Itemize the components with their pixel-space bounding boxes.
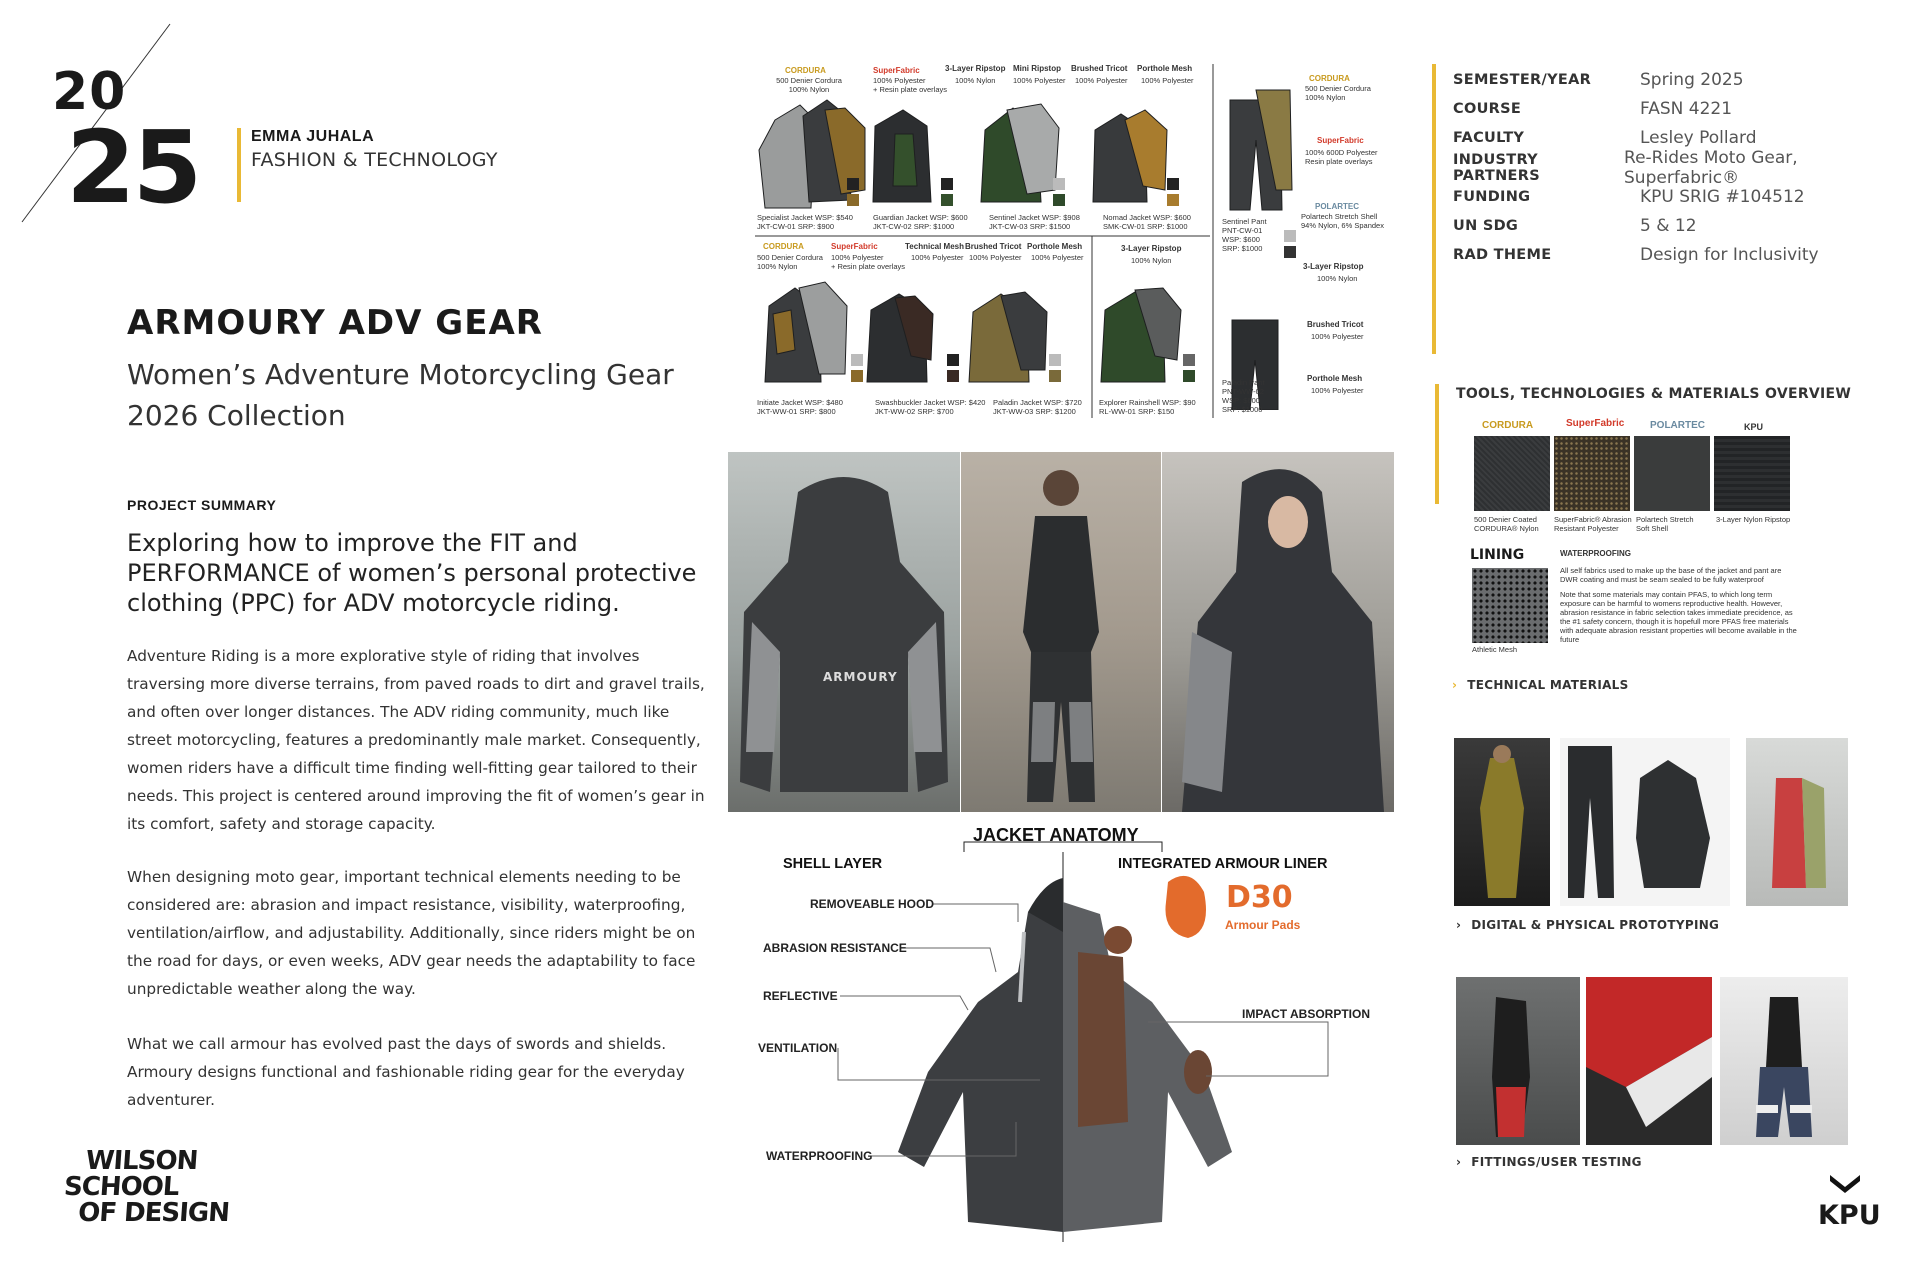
collection-lineup (755, 60, 1415, 420)
info-key: FACULTY (1453, 130, 1525, 147)
fitting-photo-1 (1456, 977, 1580, 1145)
info-value: 5 & 12 (1640, 216, 1697, 237)
lineup-fabric-desc: 100% Polyester (911, 253, 964, 262)
pant-fabric: CORDURA (1309, 74, 1350, 83)
lining-label: Athletic Mesh (1472, 645, 1518, 654)
lineup-fabric-desc: 100% Polyester + Resin plate overlays (831, 253, 905, 271)
anatomy-diagram (728, 822, 1398, 1252)
kpu-logo (1818, 1173, 1881, 1231)
lineup-fabric: CORDURA (763, 242, 804, 251)
lineup-fabric: Mini Ripstop (1013, 64, 1061, 73)
photo-back-view (728, 452, 960, 812)
chevron-right-icon: › (1456, 1155, 1462, 1169)
swatch-label: Polartech Stretch Soft Shell (1636, 515, 1694, 533)
brand-polartec: POLARTEC (1650, 420, 1705, 431)
swatch-label: 500 Denier Coated CORDURA® Nylon (1474, 515, 1539, 533)
swatch-polartec (1634, 436, 1710, 511)
pant-fabric-desc: 100% Polyester (1311, 386, 1364, 395)
pant-item: Sentinel Pant PNT-CW-01 WSP: $600 SRP: $1000 (1222, 217, 1267, 253)
lineup-item: Explorer Rainshell WSP: $90 RL-WW-01 SRP: $150 (1099, 398, 1196, 416)
fitting-figure (1746, 738, 1848, 906)
pant-fabric: 3-Layer Ripstop (1303, 262, 1364, 271)
summary-heading: PROJECT SUMMARY (127, 497, 277, 513)
fittings-caption: › FITTINGS/USER TESTING (1456, 1155, 1642, 1169)
lineup-fabric-desc: 100% Polyester (1013, 76, 1066, 85)
summary-paragraph-1: Adventure Riding is a more explorative style of riding that involves traversing more diverse terrains, from paved roads to dirt and gravel trails, and often over longer distances. The ADV riding community, much like street motorcycling, features a predominantly male market. Consequently, women riders have a difficult time finding well-fitting gear tailored to their needs. This project is centered around improving the fit of women’s gear in its comfort, safety and storage capacity. (127, 647, 705, 833)
info-value: Design for Inclusivity (1640, 245, 1819, 266)
prototype-garments (1560, 738, 1730, 906)
project-subtitle (127, 354, 687, 436)
lineup-item: Specialist Jacket WSP: $540 JKT-CW-01 SRP: $900 (757, 213, 853, 231)
info-key: COURSE (1453, 100, 1522, 117)
fitting-figure-2 (1586, 977, 1712, 1145)
kpu-logo-text: KPU (1818, 1200, 1881, 1231)
lineup-fabric-desc: 100% Polyester (1031, 253, 1084, 262)
swatch-cordura (1474, 436, 1550, 511)
project-title: ARMOURY ADV GEAR (127, 303, 543, 343)
photo-front-view (961, 452, 1161, 812)
d30-logo: D30 (1226, 880, 1293, 915)
program-name: FASHION & TECHNOLOGY (251, 149, 498, 171)
anatomy-label: IMPACT ABSORPTION (1242, 1007, 1370, 1021)
logo-line-1: WILSON (84, 1146, 199, 1176)
pant-fabric-desc: 500 Denier Cordura 100% Nylon (1305, 84, 1371, 102)
pant-fabric: Porthole Mesh (1307, 374, 1363, 383)
year-bottom: 25 (66, 109, 200, 226)
prototype-render-3d (1454, 738, 1550, 906)
fitting-photo-2 (1586, 977, 1712, 1145)
info-value: Spring 2025 (1640, 69, 1744, 90)
pant-fabric: POLARTEC (1315, 202, 1359, 211)
pant-fabric: Brushed Tricot (1307, 320, 1364, 329)
jacket-anatomy (728, 822, 1398, 1252)
student-name: EMMA JUHALA (251, 128, 375, 145)
pant-item: Paladin Pant PNT-WW-02 WSP: $600 SRP: $1000 (1222, 378, 1265, 414)
lineup-fabric: Porthole Mesh (1027, 242, 1083, 251)
subtitle-line-2: 2026 Collection (127, 399, 346, 432)
lineup-item: Swashbuckler Jacket WSP: $420 JKT-WW-02 SRP: $700 (875, 398, 986, 416)
fitting-figure-3 (1720, 977, 1848, 1145)
fitting-photo-3 (1720, 977, 1848, 1145)
tools-heading: TOOLS, TECHNOLOGIES & MATERIALS OVERVIEW (1456, 386, 1852, 402)
lineup-fabric-desc: 500 Denier Cordura 100% Nylon (757, 253, 823, 271)
swatch-superfabric (1554, 436, 1630, 511)
liner-heading: INTEGRATED ARMOUR LINER (1118, 856, 1328, 872)
brand-cordura: CORDURA (1482, 420, 1534, 431)
info-accent-bar (1432, 64, 1436, 354)
info-key: RAD THEME (1453, 247, 1552, 264)
brand-superfabric: SuperFabric (1566, 418, 1625, 429)
info-value: Lesley Pollard (1640, 128, 1757, 149)
lineup-fabric: 3-Layer Ripstop (1121, 244, 1182, 253)
jacket-flats-bottom-row (755, 270, 1210, 395)
subtitle-line-1: Women’s Adventure Motorcycling Gear (127, 358, 674, 391)
kpu-bird-icon (1828, 1173, 1862, 1195)
technical-materials-caption: › TECHNICAL MATERIALS (1452, 678, 1629, 692)
pant-fabric: SuperFabric (1317, 136, 1364, 145)
logo-line-3: OF DESIGN (77, 1198, 230, 1228)
info-row (1453, 65, 1893, 94)
lineup-item: Sentinel Jacket WSP: $908 JKT-CW-03 SRP: $1500 (989, 213, 1080, 231)
info-value: KPU SRIG #104512 (1640, 186, 1805, 207)
anatomy-label: REMOVEABLE HOOD (810, 897, 935, 911)
summary-paragraph-3: What we call armour has evolved past the days of swords and shields. Armoury designs functional and fashionable riding gear for the everyday adventurer. (127, 1035, 685, 1109)
photo-hood-view (1162, 452, 1394, 812)
anatomy-title: JACKET ANATOMY (973, 825, 1139, 845)
swatch-label: 3-Layer Nylon Ripstop (1716, 515, 1791, 524)
prototype-fitting-photo (1746, 738, 1848, 906)
info-key: INDUSTRY PARTNERS (1453, 151, 1540, 184)
info-row (1453, 241, 1893, 270)
wilson-school-logo (61, 1148, 233, 1226)
info-row (1453, 211, 1893, 240)
lineup-item: Guardian Jacket WSP: $600 JKT-CW-02 SRP: $1000 (873, 213, 968, 231)
full-outfit-figure (961, 452, 1161, 812)
anatomy-label: REFLECTIVE (763, 989, 838, 1003)
swatch-label: SuperFabric® Abrasion Resistant Polyester (1554, 515, 1632, 533)
jacket-flats-top-row (755, 90, 1210, 220)
shell-layer-heading: SHELL LAYER (783, 856, 883, 872)
lineup-fabric-desc: 100% Nylon (955, 76, 996, 85)
info-row (1453, 147, 1893, 188)
lineup-fabric: 3-Layer Ripstop (945, 64, 1006, 73)
d30-subtitle: Armour Pads (1225, 918, 1301, 932)
author-accent-bar (237, 128, 241, 202)
swatch-mesh (1472, 568, 1548, 643)
prototyping-caption: › DIGITAL & PHYSICAL PROTOTYPING (1456, 918, 1720, 932)
prototype-pant-jacket (1560, 738, 1730, 906)
info-value: FASN 4221 (1640, 98, 1733, 119)
anatomy-label: ABRASION RESISTANCE (763, 941, 907, 955)
lineup-fabric: Brushed Tricot (1071, 64, 1128, 73)
year-top: 20 (52, 62, 127, 122)
info-key: UN SDG (1453, 218, 1519, 235)
fitting-figure-1 (1456, 977, 1580, 1145)
summary-lead: Exploring how to improve the FIT and PERFORMANCE of women’s personal protective clothing (PPC) for ADV motorcycle riding. (127, 529, 697, 617)
swatch-ripstop (1714, 436, 1790, 511)
hooded-jacket-figure (1162, 452, 1394, 812)
chevron-right-icon: › (1456, 918, 1462, 932)
project-info-table (1453, 65, 1893, 270)
info-key: FUNDING (1453, 188, 1531, 205)
lineup-fabric-desc: 100% Polyester (1075, 76, 1128, 85)
logo-line-2: SCHOOL (62, 1172, 180, 1202)
anatomy-label: VENTILATION (758, 1041, 838, 1055)
info-row (1453, 94, 1893, 123)
lineup-fabric: CORDURA (785, 66, 826, 75)
lineup-item: Nomad Jacket WSP: $600 SMK-CW-01 SRP: $1000 (1103, 213, 1191, 231)
pant-fabric-desc: 100% 600D Polyester Resin plate overlays (1305, 148, 1378, 166)
lineup-fabric-desc: 100% Nylon (1131, 256, 1172, 265)
pant-fabric-desc: 100% Nylon (1317, 274, 1358, 283)
lineup-item: Paladin Jacket WSP: $720 JKT-WW-03 SRP: $1200 (993, 398, 1082, 416)
jacket-back-figure (728, 452, 960, 812)
lineup-fabric-desc: 100% Polyester (969, 253, 1022, 262)
lining-heading: LINING (1470, 547, 1525, 563)
lineup-item: Initiate Jacket WSP: $480 JKT-WW-01 SRP: $800 (757, 398, 843, 416)
brand-kpu: KPU (1744, 422, 1764, 432)
lineup-fabric: SuperFabric (873, 66, 920, 75)
3d-avatar-figure (1454, 738, 1550, 906)
info-key: SEMESTER/YEAR (1453, 71, 1592, 88)
lineup-fabric: SuperFabric (831, 242, 878, 251)
lineup-fabric-desc: 100% Polyester + Resin plate overlays (873, 76, 947, 94)
tools-panel (1470, 416, 1910, 716)
anatomy-label: WATERPROOFING (766, 1149, 873, 1163)
lineup-fabric-desc: 500 Denier Cordura 100% Nylon (776, 76, 842, 94)
pant-fabric-desc: Polartech Stretch Shell 94% Nylon, 6% Spandex (1301, 212, 1384, 230)
pant-fabric-desc: 100% Polyester (1311, 332, 1364, 341)
waterproofing-note-2: Note that some materials may contain PFAS, to which long term exposure can be harmful to womens reproductive health. However, abrasion resistance in fabric selection takes immediate precidence, as the #1 safety concern, though it is hopefull more PFAS free materials with adequate abrasion resistant properties will become available in the future (1560, 590, 1797, 644)
lineup-fabric-desc: 100% Polyester (1141, 76, 1194, 85)
photo-logo-text: ARMOURY (823, 670, 898, 684)
summary-paragraph-2: When designing moto gear, important technical elements needing to be considered are: abrasion and impact resistance, visibility, waterproofing, ventilation/airflow, and adjustability. Additionally, since riders might be on the road for days, or even weeks, ADV gear needs the adaptability to face unpredictable weather along the way. (127, 868, 696, 998)
info-value: Re-Rides Moto Gear, Superfabric® (1624, 147, 1798, 188)
chevron-right-icon: › (1452, 678, 1458, 692)
lineup-fabric: Brushed Tricot (965, 242, 1022, 251)
tools-accent-bar (1435, 384, 1439, 504)
lineup-fabric: Porthole Mesh (1137, 64, 1193, 73)
waterproofing-heading: WATERPROOFING (1560, 549, 1631, 558)
lineup-fabric: Technical Mesh (905, 242, 964, 251)
waterproofing-note-1: All self fabrics used to make up the base of the jacket and pant are DWR coating and must be seam sealed to be fully waterproof (1560, 566, 1782, 584)
